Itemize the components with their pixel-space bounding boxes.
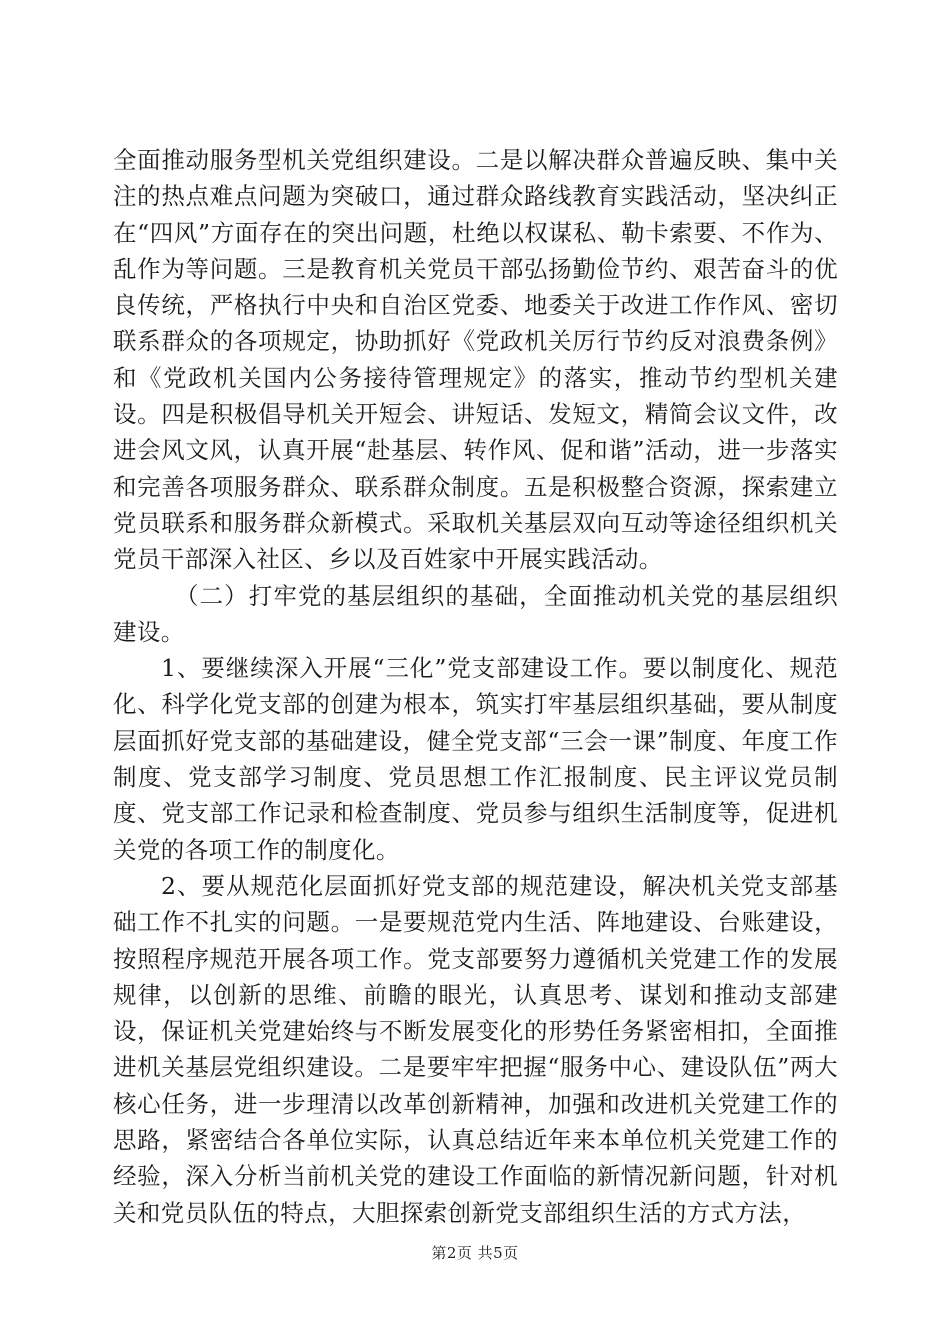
paragraph-item-2: 2、要从规范化层面抓好党支部的规范建设，解决机关党支部基础工作不扎实的问题。一是要规范党内生活、阵地建设、台账建设，按照程序规范开展各项工作。党支部要努力遵循机关党建工作的发展规律，以创新的思维、前瞻的眼光，认真思考、谋划和推动支部建设，保证机关党建始终与不断发展变化的形势任务紧密相扣，全面推进机关基层党组织建设。二是要牢牢把握“服务中心、建设队伍”两大核心任务，进一步理清以改革创新精神，加强和改进机关党建工作的思路，紧密结合各单位实际，认真总结近年来本单位机关党建工作的经验，深入分析当前机关党的建设工作面临的新情况新问题，针对机关和党员队伍的特点，大胆探索创新党支部组织生活的方式方法，	[113, 871, 838, 1227]
section-heading: （二）打牢党的基层组织的基础，全面推动机关党的基层组织建设。	[113, 581, 838, 646]
paragraph-item-1: 1、要继续深入开展“三化”党支部建设工作。要以制度化、规范化、科学化党支部的创建为根本，筑实打牢基层组织基础，要从制度层面抓好党支部的基础建设，健全党支部“三会一课”制度、年度工作制度、党支部学习制度、党员思想工作汇报制度、民主评议党员制度、党支部工作记录和检查制度、党员参与组织生活制度等，促进机关党的各项工作的制度化。	[113, 654, 838, 864]
page-number-footer: 第2页 共5页	[431, 1244, 519, 1262]
paragraph-continuation: 全面推动服务型机关党组织建设。二是以解决群众普遍反映、集中关注的热点难点问题为突破口，通过群众路线教育实践活动，坚决纠正在“四风”方面存在的突出问题，杜绝以权谋私、勒卡索要、不作为、乱作为等问题。三是教育机关党员干部弘扬勤俭节约、艰苦奋斗的优良传统，严格执行中央和自治区党委、地委关于改进工作作风、密切联系群众的各项规定，协助抓好《党政机关厉行节约反对浪费条例》和《党政机关国内公务接待管理规定》的落实，推动节约型机关建设。四是积极倡导机关开短会、讲短话、发短文，精简会议文件，改进会风文风，认真开展“赴基层、转作风、促和谐”活动，进一步落实和完善各项服务群众、联系群众制度。五是积极整合资源，探索建立党员联系和服务群众新模式。采取机关基层双向互动等途径组织机关党员干部深入社区、乡以及百姓家中开展实践活动。	[113, 146, 838, 574]
document-body	[113, 142, 838, 1231]
